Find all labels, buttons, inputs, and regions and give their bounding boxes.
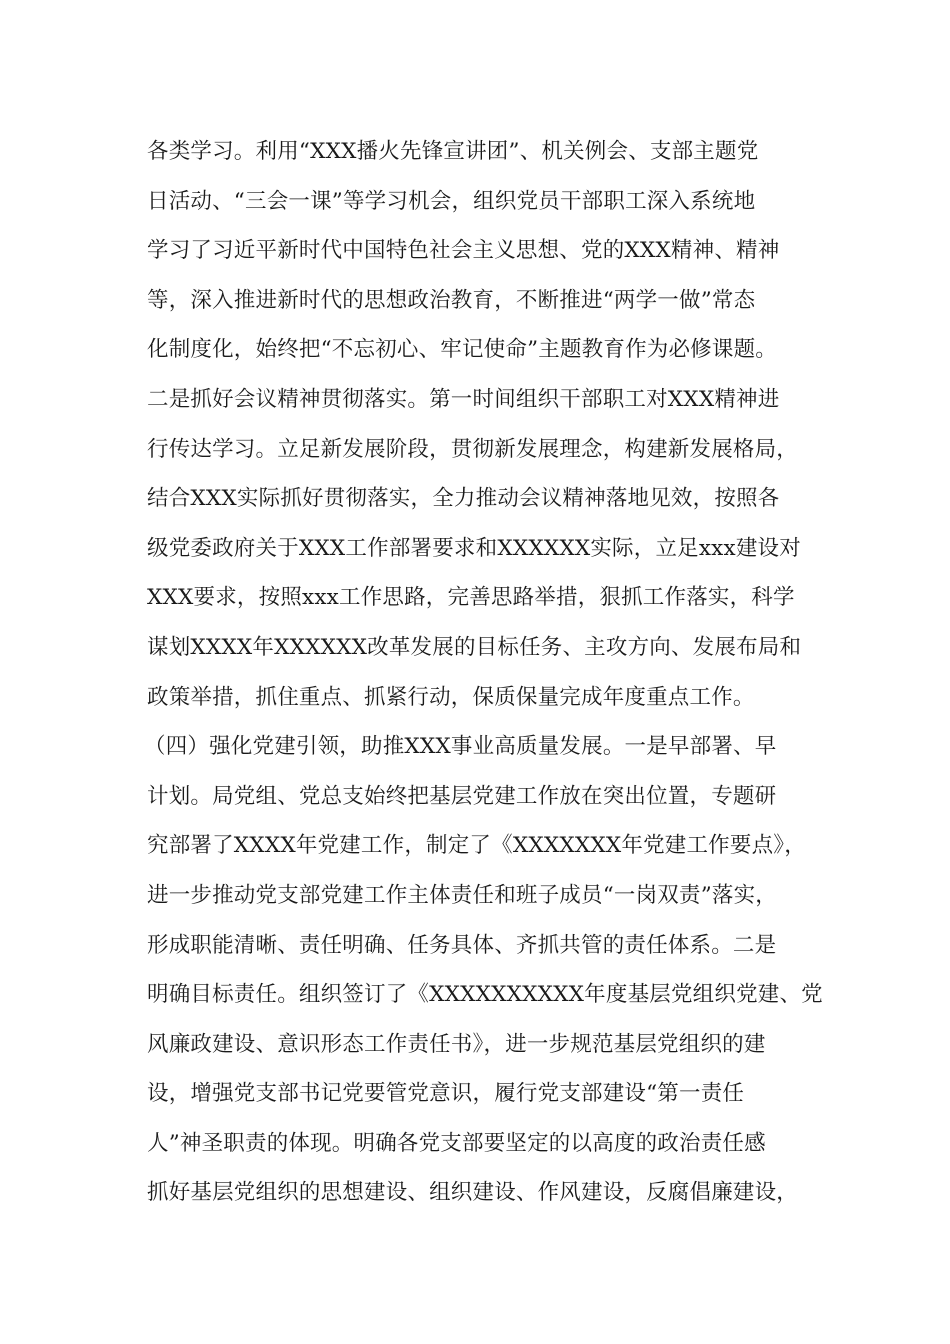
- text-line-6: 二是抓好会议精神贯彻落实。第一时间组织干部职工对XXX精神进: [147, 386, 780, 412]
- text-line-5: 化制度化，始终把“不忘初心、牢记使命”主题教育作为必修课题。: [147, 337, 777, 363]
- text-line-20: 设，增强党支部书记党要管党意识，履行党支部建设“第一责任: [147, 1081, 745, 1107]
- text-line-4: 等，深入推进新时代的思想政治教育，不断推进“两学一做”常态: [147, 287, 756, 313]
- body-text: [144, 127, 827, 1218]
- text-line-8: 结合XXX实际抓好贯彻落实，全力推动会议精神落地见效，按照各: [147, 486, 780, 512]
- text-line-17: 形成职能清晰、责任明确、任务具体、齐抓共管的责任体系。二是: [147, 932, 777, 958]
- text-line-11: 谋划XXXX年XXXXXX改革发展的目标任务、主攻方向、发展布局和: [147, 634, 802, 660]
- text-line-9: 级党委政府关于XXX工作部署要求和XXXXXX实际，立足xxx建设对: [147, 535, 801, 561]
- text-line-22: 抓好基层党组织的思想建设、组织建设、作风建设，反腐倡廉建设，: [147, 1180, 799, 1206]
- text-line-1: 各类学习。利用“XXX播火先锋宣讲团”、机关例会、支部主题党: [147, 139, 759, 164]
- section-heading-line: （四）强化党建引领，助推XXX事业高质量发展。一是早部署、早: [144, 734, 777, 760]
- text-line-7: 行传达学习。立足新发展阶段，贯彻新发展理念，构建新发展格局，: [147, 436, 799, 462]
- text-line-12: 政策举措，抓住重点、抓紧行动，保质保量完成年度重点工作。: [147, 684, 755, 710]
- text-line-18: 明确目标责任。组织签订了《XXXXXXXXXX年度基层党组织党建、党: [147, 982, 823, 1008]
- text-line-10: XXX要求，按照xxx工作思路，完善思路举措，狠抓工作落实，科学: [147, 585, 795, 611]
- text-line-2: 日活动、“三会一课”等学习机会，组织党员干部职工深入系统地: [147, 188, 756, 214]
- text-line-19: 风廉政建设、意识形态工作责任书》，进一步规范基层党组织的建: [147, 1031, 766, 1057]
- text-line-14: 计划。局党组、党总支始终把基层党建工作放在突出位置，专题研: [147, 783, 777, 809]
- text-line-21: 人”神圣职责的体现。明确各党支部要坚定的以高度的政治责任感: [147, 1130, 766, 1156]
- text-line-16: 进一步推动党支部党建工作主体责任和班子成员“一岗双责”落实，: [147, 882, 777, 908]
- text-line-15: 究部署了XXXX年党建工作，制定了《XXXXXXX年党建工作要点》，: [147, 833, 806, 859]
- text-line-3: 学习了习近平新时代中国特色社会主义思想、党的XXX精神、精神: [147, 238, 780, 264]
